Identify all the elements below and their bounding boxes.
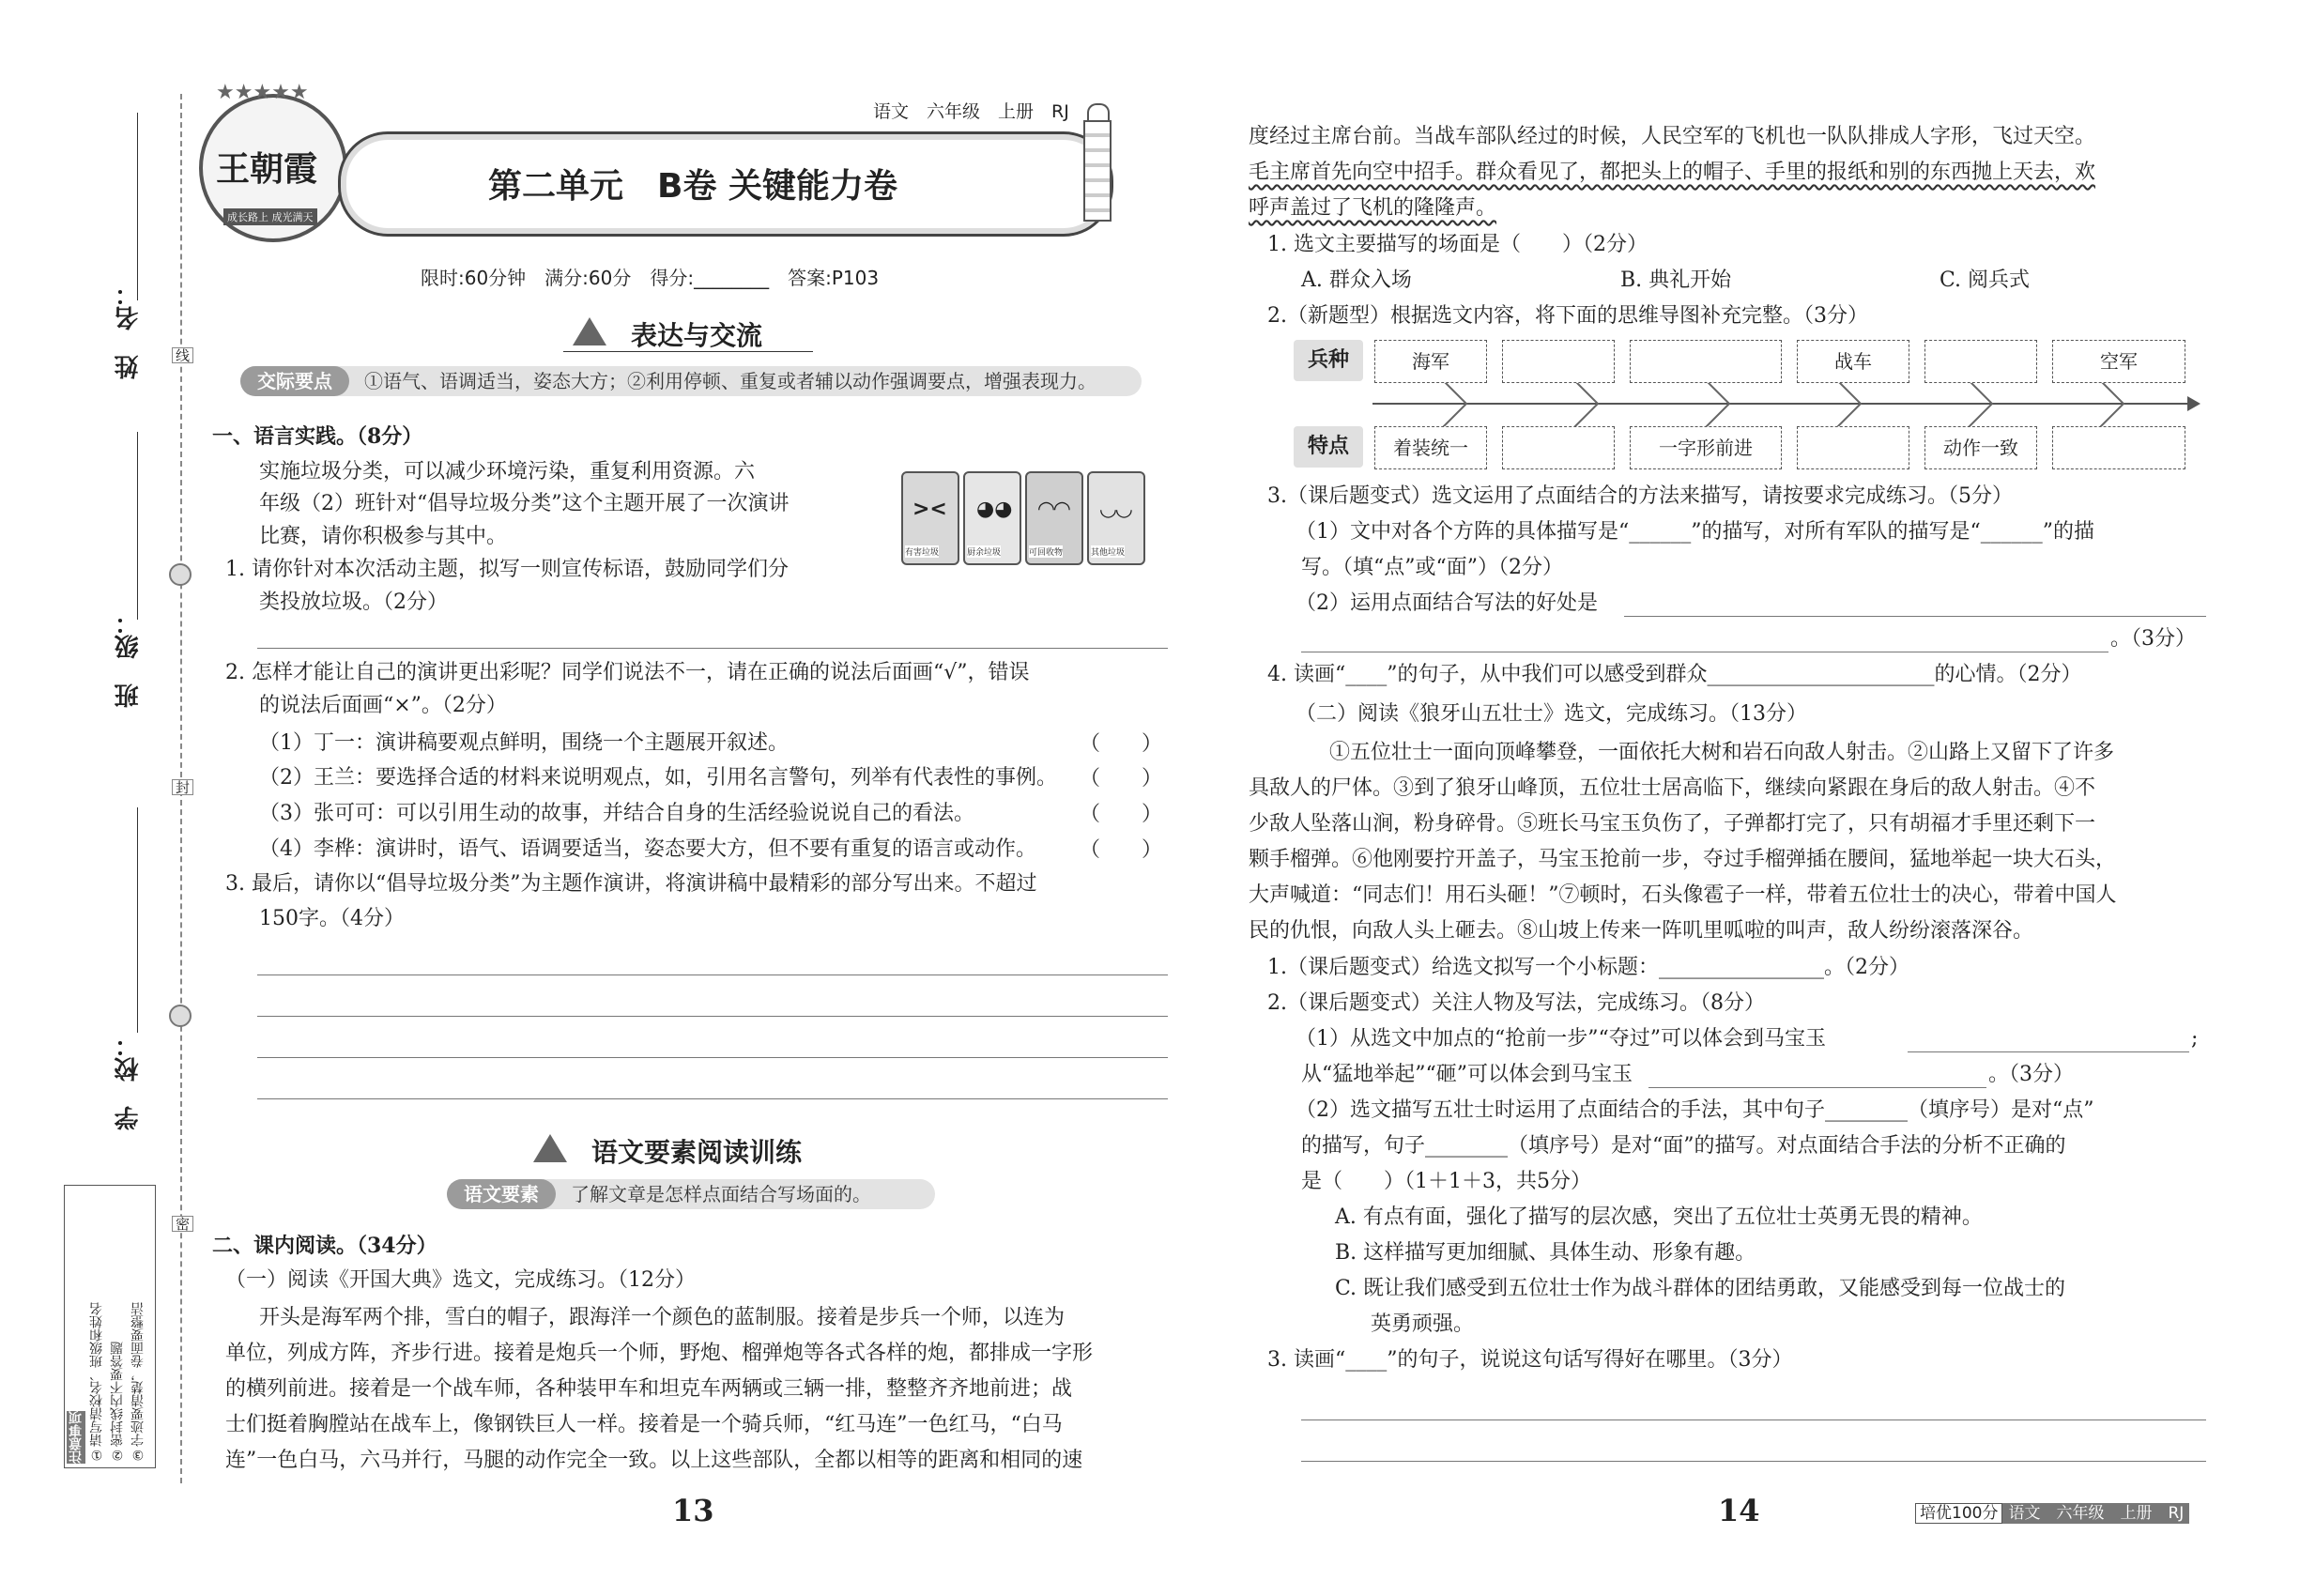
r-b1: 1.（课后题变式）给选文拟写一个小标题：________________。（2分）	[1267, 956, 1909, 979]
r-b2-1b-end: 。（3分）	[1988, 1063, 2074, 1086]
section1-heading: 表达与交流	[631, 320, 763, 351]
q1-line: 类投放垃圾。（2分）	[259, 591, 448, 614]
passage2-line: 民的仇恨，向敌人头上砸去。⑧山坡上传来一阵叽里呱啦的叫声，敌人纷纷滚落深谷。	[1249, 919, 2034, 943]
r-b2-1b: 从“猛地举起”“砸”可以体会到马宝玉	[1301, 1063, 1633, 1086]
notes-box	[64, 1185, 156, 1468]
wavy-underlined-sentence: 毛主席首先向空中招手。群众看见了，都把头上的帽子、手里的报纸和别的东西抛上天去，欢	[1249, 161, 2096, 184]
r-b2-2: 的描写，句子________（填序号）是对“面”的描写。对点面结合手法的分析不正确的	[1301, 1134, 2066, 1158]
brand-tag	[1915, 1499, 2189, 1523]
section1-title: 一、语言实践。（8分）	[212, 424, 423, 449]
page-title: 第二单元 B卷 关键能力卷	[488, 167, 897, 206]
binding-strip	[0, 0, 191, 1596]
r-q3-1: （1）文中对各个方阵的具体描写是“______”的描写，对所有军队的描写是“______”的描	[1296, 520, 2094, 544]
name-field[interactable]	[137, 113, 138, 300]
r-b2-2: （2）选文描写五壮士时运用了点面结合的手法，其中句子________（填序号）是对“点”	[1296, 1098, 2094, 1122]
q2-item: （2）王兰：要选择合适的材料来说明观点，如，引用名言警句，列举有代表性的事例。	[259, 766, 1057, 790]
passage-line: 开头是海军两个排，雪白的帽子，跟海洋一个颜色的蓝制服。接着是步兵一个师，以连为	[259, 1306, 1066, 1329]
passage-cont-line	[1249, 190, 1496, 226]
mm-row1-box[interactable]: 空军	[2052, 340, 2185, 383]
sailboat-icon	[533, 1134, 567, 1162]
logo-text: 王朝霞	[216, 149, 318, 189]
passage-cont-line	[1249, 154, 2206, 191]
mm-row2-box[interactable]: 动作一致	[1924, 426, 2037, 469]
name-label: 姓 名：	[115, 282, 143, 379]
bin-icon: ◡◡ 其他垃圾	[1087, 471, 1145, 565]
r-q3-2: （2）运用点面结合写法的好处是	[1296, 591, 1598, 615]
bin-label: 有害垃圾	[905, 545, 939, 558]
r-q3-2-answer-line[interactable]	[1624, 616, 2206, 617]
r-b2-1b-answer-line[interactable]	[1648, 1087, 1986, 1088]
q3-answer-line[interactable]	[257, 1016, 1168, 1017]
r-q2: 2.（新题型）根据选文内容，将下面的思维导图补充完整。（3分）	[1267, 304, 1868, 328]
meta-line: 限时:60分钟 满分:60分 得分:________ 答案:P103	[421, 267, 880, 289]
reading2-title: （二）阅读《狼牙山五壮士》选文，完成练习。（13分）	[1296, 702, 1807, 726]
r-q1-option-a[interactable]: A. 群众入场	[1301, 269, 1412, 292]
brand-text: 语文 六年级 上册 RJ	[2002, 1503, 2189, 1524]
brand-box: 培优100分	[1915, 1503, 2002, 1524]
mm-chevron-svg	[1372, 376, 2199, 432]
bin-label: 厨余垃圾	[967, 545, 1001, 558]
star-icon: ★★★★★	[216, 81, 309, 104]
mm-row2-box[interactable]	[2052, 426, 2185, 469]
passage-cont-line: 度经过主席台前。当战车部队经过的时候，人民空军的飞机也一队队排成人字形，飞过天空。	[1249, 125, 2096, 148]
intro-line: 比赛，请你积极参与其中。	[259, 525, 508, 548]
r-b2-option-a[interactable]: A. 有点有面，强化了描写的层次感，突出了五位壮士英勇无畏的精神。	[1335, 1205, 1983, 1229]
note-1: ①请写清校名、班级和姓名	[89, 1302, 104, 1462]
lighthouse-icon	[1080, 103, 1113, 223]
section2-point-bar	[447, 1179, 935, 1209]
q2-line: 2. 怎样才能让自己的演讲更出彩呢？同学们说法不一，请在正确的说法后面画“√”，错误	[225, 661, 1030, 684]
sailboat-icon	[573, 317, 606, 345]
section2-heading: 语文要素阅读训练	[591, 1137, 803, 1168]
mm-row2-label: 特点	[1294, 426, 1363, 468]
mm-row2-box[interactable]: 一字形前进	[1630, 426, 1782, 469]
q3-line: 3. 最后，请你以“倡导垃圾分类”为主题作演讲，将演讲稿中最精彩的部分写出来。不超过	[225, 872, 1037, 896]
point-text: 了解文章是怎样点面结合写场面的。	[571, 1183, 871, 1205]
r-q4: 4. 读画“____”的句子，从中我们可以感受到群众______________________的心情。（2分）	[1267, 663, 2082, 686]
page-number-left: 13	[672, 1493, 714, 1528]
section2-title: 二、课内阅读。（34分）	[212, 1234, 437, 1258]
mm-row2-box[interactable]	[1502, 426, 1615, 469]
page-number-right: 14	[1718, 1493, 1760, 1528]
mm-row1-box[interactable]	[1502, 340, 1615, 383]
q2-line: 的说法后面画“×”。（2分）	[259, 694, 507, 717]
r-b2-option-c-cont: 英勇顽强。	[1371, 1312, 1475, 1336]
binding-mark-feng: 封	[172, 779, 193, 795]
passage-line: 的横列前进。接着是一个战车师，各种装甲车和坦克车两辆或三辆一排，整整齐齐地前进；战	[225, 1377, 1073, 1401]
r-q1: 1. 选文主要描写的场面是（ ）（2分）	[1267, 233, 1648, 256]
passage2-line: 大声喊道：“同志们！用石头砸！”⑦顿时，石头像雹子一样，带着五位壮士的决心，带着中国人	[1249, 883, 2117, 907]
mm-row1-box[interactable]: 战车	[1797, 340, 1909, 383]
q3-answer-line[interactable]	[257, 1057, 1168, 1058]
garbage-bins-illustration	[901, 458, 1145, 567]
passage-line: 士们挺着胸膛站在战车上，像钢铁巨人一样。接着是一个骑兵师，“红马连”一色红马，“白马	[225, 1413, 1063, 1436]
q1-line: 1. 请你针对本次活动主题，拟写一则宣传标语，鼓励同学们分	[225, 558, 789, 581]
r-b2-1a-end: ;	[2191, 1027, 2199, 1051]
r-q3-2-end: 。（3分）	[2110, 627, 2196, 651]
r-b2: 2.（课后题变式）关注人物及写法，完成练习。（8分）	[1267, 991, 1765, 1015]
logo-badge	[199, 81, 347, 242]
notes-label: 注意事项	[69, 1411, 84, 1464]
point-text: ①语气、语调适当，姿态大方；②利用停顿、重复或者辅以动作强调要点，增强表现力。	[364, 370, 1096, 392]
bin-label: 其他垃圾	[1091, 545, 1125, 558]
passage2-line: 少敌人坠落山涧，粉身碎骨。⑤班长马宝玉负伤了，子弹都打完了，只有胡福才手里还剩下一	[1249, 812, 2096, 836]
bin-label: 可回收物	[1029, 545, 1063, 558]
q2-item: （3）张可可：可以引用生动的故事，并结合自身的生活经验说说自己的看法。	[259, 802, 974, 825]
r-b3: 3. 读画“____”的句子，说说这句话写得好在哪里。（3分）	[1267, 1348, 1793, 1372]
passage-line: 连”一色白马，六马并行，马腿的动作完全一致。以上这些部队，全都以相等的距离和相同的速	[225, 1449, 1083, 1472]
passage2-line: 颗手榴弹。⑥他刚要拧开盖子，马宝玉抢前一步，夺过手榴弹插在腰间，猛地举起一块大石头，	[1249, 848, 2117, 871]
passage2-line: ①五位壮士一面向顶峰攀登，一面依托大树和岩石向敌人射击。②山路上又留下了许多	[1329, 741, 2115, 764]
school-field[interactable]	[137, 807, 138, 1033]
mind-map	[1294, 338, 2214, 469]
answer-paren[interactable]: （ ）	[1080, 838, 1163, 862]
q3-answer-line[interactable]	[257, 1098, 1168, 1099]
passage2-line: 具敌人的尸体。③到了狼牙山峰顶，五位壮士居高临下，继续向紧跟在身后的敌人射击。④不	[1249, 776, 2096, 800]
logo-slogan: 成长路上 成光满天	[223, 208, 317, 225]
r-b2-option-b[interactable]: B. 这样描写更加细腻、具体生动、形象有趣。	[1335, 1241, 1756, 1265]
answer-paren[interactable]: （ ）	[1080, 803, 1163, 826]
r-q3: 3.（课后题变式）选文运用了点面结合的方法来描写，请按要求完成练习。（5分）	[1267, 484, 2013, 508]
r-b2-1a-answer-line[interactable]	[1908, 1051, 2189, 1052]
q1-answer-line[interactable]	[257, 648, 1168, 649]
r-b2-2: 是（ ）（1＋1＋3，共5分）	[1301, 1170, 1591, 1193]
q2-item: （1）丁一：演讲稿要观点鲜明，围绕一个主题展开叙述。	[259, 731, 789, 755]
passage-line: 单位，列成方阵，齐步行进。接着是炮兵一个师，野炮、榴弹炮等各式各样的炮，都排成一字形	[225, 1342, 1094, 1365]
bin-icon: ◠◠ 可回收物	[1025, 471, 1083, 565]
binding-mark-mi: 密	[172, 1216, 193, 1232]
r-q1-option-c[interactable]: C. 阅兵式	[1940, 269, 2031, 292]
r-b2-1a: （1）从选文中加点的“抢前一步”“夺过”可以体会到马宝玉	[1296, 1027, 1826, 1051]
class-field[interactable]	[137, 432, 138, 620]
class-label: 班 级：	[115, 610, 143, 708]
mm-row1-label: 兵种	[1294, 340, 1363, 381]
note-3: ③字迹要清楚，卷面要整洁	[130, 1302, 146, 1462]
r-b2-option-c[interactable]: C. 既让我们感受到五位壮士作为战斗群体的团结勇敢，又能感受到每一位战士的	[1335, 1277, 2066, 1300]
point-label: 交际要点	[240, 366, 349, 396]
reading1-title: （一）阅读《开国大典》选文，完成练习。（12分）	[225, 1268, 696, 1292]
bin-icon: >< 有害垃圾	[901, 471, 959, 565]
answer-paren[interactable]: （ ）	[1080, 732, 1163, 756]
mm-row1-box[interactable]: 海军	[1374, 340, 1487, 383]
mm-row1-box[interactable]	[1924, 340, 2037, 383]
point-label: 语文要素	[447, 1179, 556, 1209]
r-q1-option-b[interactable]: B. 典礼开始	[1620, 269, 1732, 292]
q3-answer-line[interactable]	[257, 974, 1168, 975]
mm-row2-box[interactable]: 着装统一	[1374, 426, 1487, 469]
section1-heading-underline	[563, 351, 813, 352]
q2-item: （4）李桦：演讲时，语气、语调要适当，姿态要大方，但不要有重复的语言或动作。	[259, 837, 1036, 861]
mm-row1-box[interactable]	[1630, 340, 1782, 383]
subject-line: 语文 六年级 上册 RJ	[873, 101, 1069, 122]
binding-circle-icon	[169, 1005, 192, 1027]
intro-line: 实施垃圾分类，可以减少环境污染，重复利用资源。六	[259, 460, 756, 483]
note-2: ②密封线内不要答题	[110, 1342, 125, 1462]
answer-paren[interactable]: （ ）	[1080, 767, 1163, 790]
binding-circle-icon	[169, 563, 192, 586]
q3-line: 150字。（4分）	[259, 907, 405, 930]
binding-mark-xian: 线	[172, 347, 193, 363]
mm-chevrons	[1372, 376, 2199, 432]
school-label: 学 校：	[115, 1033, 143, 1130]
section1-point-bar	[240, 366, 1142, 396]
wavy-underlined-sentence: 呼声盖过了飞机的隆隆声。	[1249, 196, 1497, 220]
r-q3-1: 写。（填“点”或“面”）（2分）	[1301, 556, 1563, 579]
bin-icon: ◕◕ 厨余垃圾	[963, 471, 1021, 565]
mm-row2-box[interactable]	[1797, 426, 1909, 469]
r-b3-answer-line[interactable]	[1301, 1461, 2206, 1462]
intro-line: 年级（2）班针对“倡导垃圾分类”这个主题开展了一次演讲	[259, 492, 790, 515]
